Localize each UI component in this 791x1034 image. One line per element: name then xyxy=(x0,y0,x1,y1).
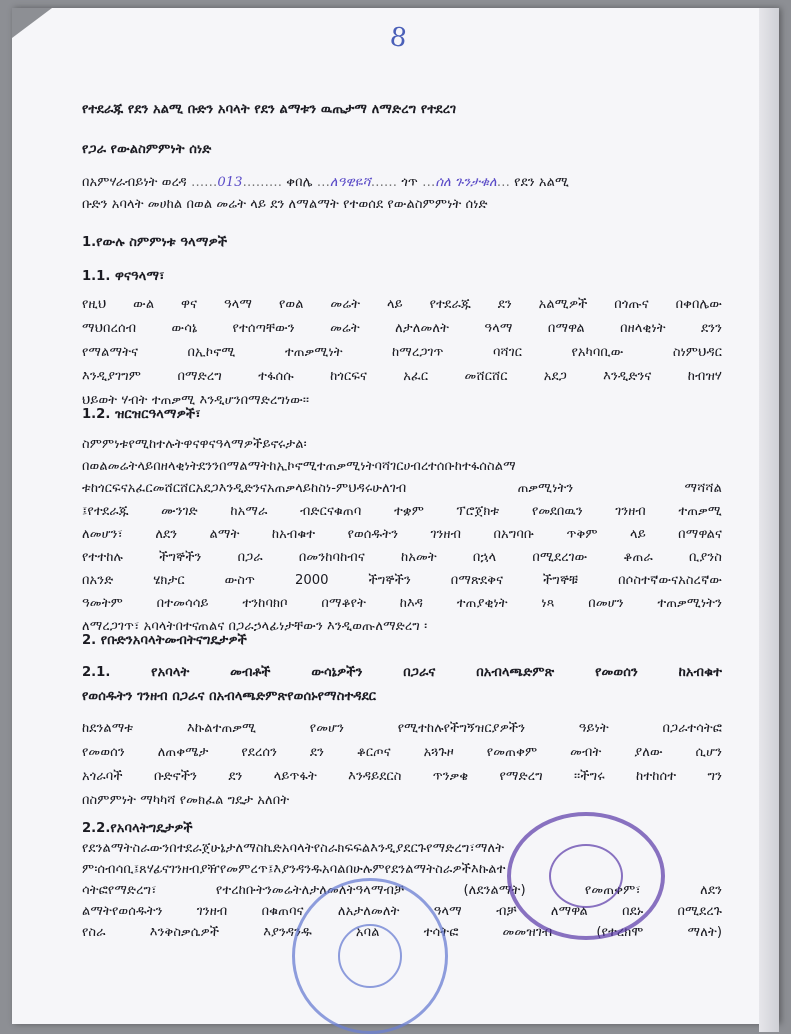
section1-2-line: ዓመትም በተመሳሳይ ተንከባክቦ በማቆየት ከእዳ ተጠያቂነት ነጻ በመሆን ተጠቃሚነትን xyxy=(82,596,722,611)
intro-part3: ጎጥ xyxy=(401,175,418,190)
section1-1-line: የዚህ ውል ዋና ዓላማ የወል መሬት ላይ የተደራጁ ደን አልሚዎች በጎጡና በቀበሌው xyxy=(82,297,722,312)
handwritten-got: ሰለ ጉንታቁለ xyxy=(435,175,497,190)
document-title-line1: የተደራጁ የደን አልሚ ቡድን አባላት የደን ልማቱን ዉጤታማ ለማድረግ የተደረገ xyxy=(82,102,457,117)
section2-2-title: 2.2.የአባላትግዴታዎች xyxy=(82,821,193,836)
section1-2-line: የተተከሉ ችግኞችን በጋራ በመንከባከብና ከአመት በኋላ በሚደረገው ቆጠራ ቢያንስ xyxy=(82,550,722,565)
section1-1-line: እንዲያገግም በማድረግ ተፋሰሱ ከጎርፍና አፈር መሸርሸር አደጋ እንዲድንና ከብዝሃ xyxy=(82,369,722,384)
section2-title: 2. የቡድንአባላትመብትናግዴታዎች xyxy=(82,633,247,648)
section1-2-line: ለመሆን፣ ለደን ልማት ከአብቁተ የወሰዱትን ገንዘብ በአግባቡ ጥቅም ላይ በማዋልና xyxy=(82,527,722,542)
round-stamp-icon xyxy=(292,878,448,1034)
official-seal-stamp-icon xyxy=(507,812,665,940)
section2-2-line: የደንልማትስራውንበተደራጀሁኔታለማስኬድአባላትየስራክፍፍልእንዲያደርጉየማድረግ፣ማለት xyxy=(82,841,505,856)
section1-2-line: ስምምነቱየሚከተሉትዋናዋናዓላማዎችይኖሩታል፡ xyxy=(82,437,307,452)
section2-1-title-line: የወሰዱትን ገንዘብ በጋራና በአብላጫድምጽየወሰኑየማስተዳደር xyxy=(82,689,377,704)
intro-part4: የደን አልሚ xyxy=(514,175,570,190)
section1-1-line: ማህበረሰብ ውሳኔ የተሰጣቸውን መሬት ለታለመለት ዓላማ በማዋል በዘላቂነት ደንን xyxy=(82,321,722,336)
section2-2-line: ሳትፎየማድረግ፣ የተረከቡትንመሬትለታለመለትዓላማብቻ (ለደንልማት) የመጠቀም፣ ለደን xyxy=(82,883,722,898)
page-number: 8 xyxy=(388,21,409,55)
section1-2-line: በአንድ ሄክታር ውስጥ 2000 ችግኞችን በማጽደቅና ችግኞቹ በሶስተኛውናአስረኛው xyxy=(82,573,722,588)
section1-title: 1.የውሉ ስምምነቱ ዓላማዎች xyxy=(82,235,228,250)
section1-2-line: ቱከጎርፍናአፈርመሸርሸርአደጋእንዲድንናአጠቃላይከስነ-ምህዳሩሁለገብ ጠቃሚነትን ማሻሻል xyxy=(82,481,722,496)
section2-1-line: ከደንልማቱ እኩልተጠቃሚ የመሆን የሚተከሉየችግኝዝርያዎችን ዓይነት በጋራተሳትፎ xyxy=(82,721,722,736)
section1-2-title: 1.2. ዝርዝርዓላማዎች፣ xyxy=(82,407,201,422)
document-title-line2: የጋራ የውልስምምነት ሰነድ xyxy=(82,142,212,157)
intro-part2: ቀበሌ xyxy=(286,175,313,190)
section1-1-title: 1.1. ዋናዓላማ፣ xyxy=(82,269,165,284)
section2-2-line: ም፡ሰብሳቢ፤ጸሃፊናገንዘብያዥየመምረጥ፤እያንዳንዱአባልበሁሉምየደንልማትስራዎችእኩልተ xyxy=(82,862,506,877)
section1-2-line: በወልመሬትላይበዘላቂነትደንንበማልማትከኢኮኖሚተጠቃሚነትባሻገርሀብረተሰቡከተፋሰስልማ xyxy=(82,459,516,474)
section1-2-line: ፤የተደራጁ ሙንገድ ከአማራ ብድርናቁጠባ ተቋም ፕሮጀክቱ የመደበዉን ገንዘብ ተጠቃሚ xyxy=(82,504,722,519)
section2-1-line: በስምምነት ማካካሻ የመክፈል ግዴታ አለበት xyxy=(82,793,290,808)
intro-part1: በአምሃራብይነት ወረዳ xyxy=(82,175,187,190)
intro-line1: በአምሃራብይነት ወረዳ ……013……… ቀበሌ …ለዓዊዬሻ…… ጎጥ …ሰለ ጉንታቁለ… የደን አልሚ xyxy=(82,175,570,190)
handwritten-woreda: 013 xyxy=(217,175,243,190)
section2-1-line: አጎራባች ቡድኖችን ደን ላይጥፋት እንዳይደርስ ጥንቃቄ የማድረግ ፡፡ችግሩ ከተከሰተ ግን xyxy=(82,769,722,784)
section1-1-line: ህይወት ሃብት ተጠቃሚ እንዲሆንበማድረግነው፡፡ xyxy=(82,393,310,408)
intro-line2: ቡድን አባላት መሀከል በወል መሬት ላይ ደን ለማልማት የተወሰደ የውልስምምነት ሰነድ xyxy=(82,197,488,212)
section1-2-line: ለማረጋገጥ፣ አባላትበተናጠልና በጋራኃላፊነታቸውን እንዲወጡለማድረግ ፡ xyxy=(82,619,428,634)
section1-1-line: የማልማትና በኢኮኖሚ ተጠቃሚነት ከማረጋገጥ ባሻገር የአካባቢው ስነምህዳር xyxy=(82,345,722,360)
section2-2-line: ልማትየወሰዱትን ገንዘብ በቁጠባና ለአታለመለት ዓላማ ብቻ ለማዋል በደኑ በሚደረጉ xyxy=(82,904,722,919)
section2-1-line: የመወሰን ለጠቀሜታ የደረሰን ደን ቆርጦና አጓጉዞ የመጠቀም መብት ያለው ሲሆን xyxy=(82,745,722,760)
section2-2-line: የስራ እንቅስቃሴዎች እያንዳንዱ አባል ተሳትፎ መመዝገብ (የተረክሞ ማለት) xyxy=(82,925,722,940)
handwritten-kebele: ለዓዊዬሻ xyxy=(329,175,371,190)
page-edge xyxy=(759,8,779,1032)
section2-1-title-line: 2.1. የአባላት መብቶች ውሳኔዎችን በጋራና በአብላጫድምጽ የመወሰን ከአብቁተ xyxy=(82,665,722,680)
